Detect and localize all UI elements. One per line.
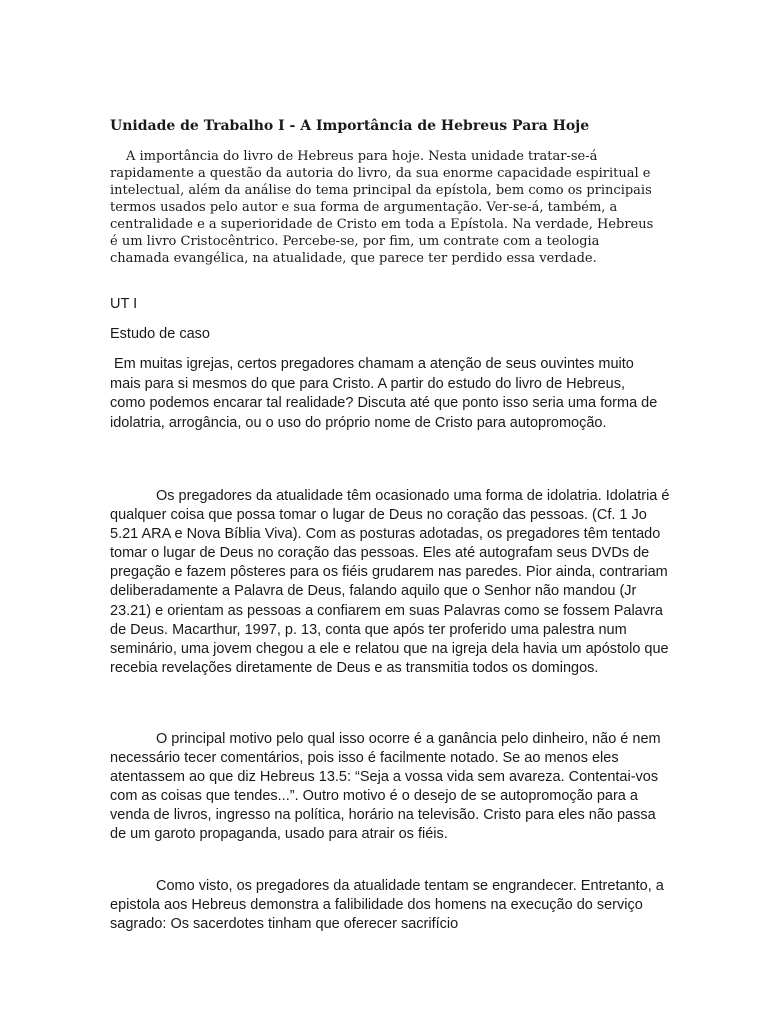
paragraph-line: execução do serviço sagrado: Os sacerdotes tinham que oferecer sacrifício (110, 897, 643, 933)
case-study-text (110, 355, 660, 433)
paragraph-line: avareza. Contentai-vos com as coisas que tendes...”. Outro motivo é o desejo (110, 769, 659, 805)
paragraph-line: Eles até autografam seus DVDs de pregação e fazem pôsteres para os fiéis (110, 545, 650, 581)
document-title: Unidade de Trabalho I - A Importância de Hebreus Para Hoje (110, 118, 590, 134)
case-line: Em muitas igrejas, certos pregadores chamam a atenção de seus ouvintes (114, 356, 595, 372)
paragraph-line: grudarem nas paredes. Pior ainda, contrariam deliberadamente a Palavra de (110, 564, 668, 600)
intro-line: por fim, um contrate com a teologia chamada evangélica, na atualidade, que parece ter (110, 234, 600, 266)
body-paragraph-2 (110, 730, 670, 845)
body-paragraph-3 (110, 877, 670, 934)
paragraph-line: Macarthur, 1997, p. 13, conta que após ter proferido uma palestra num (172, 621, 627, 638)
paragraph-line: televisão. Cristo para eles não passa de um garoto propaganda, usado para (110, 807, 656, 843)
body-paragraph-1 (110, 487, 670, 678)
paragraph-line: Entretanto, a epistola aos Hebreus demonstra a falibilidade dos homens na (110, 878, 664, 914)
paragraph-line: pessoas. (Cf. 1 Jo 5.21 ARA e Nova Bíblia Viva). Com as posturas adotadas, (110, 507, 647, 543)
intro-paragraph (110, 148, 660, 267)
paragraph-line: Como visto, os pregadores da atualidade tentam se engrandecer. (156, 878, 577, 894)
section-label: UT I (110, 296, 138, 312)
paragraph-line: Os pregadores da atualidade têm ocasionado uma forma de idolatria. (156, 488, 602, 504)
intro-line: Cristo em toda a Epístola. Na verdade, Hebreus é um livro Cristocêntrico. Percebe-se, (110, 217, 654, 249)
paragraph-line: menos eles atentassem ao que diz Hebreus 13.5: “Seja a vossa vida sem (110, 750, 619, 786)
paragraph-line: Deus, falando aquilo que o Senhor não mandou (Jr 23.21) e orientam as (110, 583, 637, 619)
paragraph-line: O principal motivo pelo qual isso ocorre é a ganância pelo dinheiro, não (156, 731, 617, 747)
paragraph-line: apóstolo que recebia revelações diretamente de Deus e as transmitia todos os (110, 640, 669, 676)
intro-line: perdido essa verdade. (451, 251, 597, 266)
intro-line: análise do tema principal da epístola, bem como os principais termos usados pelo autor (110, 183, 652, 215)
intro-line: questão da autoria do livro, da sua enorme capacidade espiritual e intelectual, além da (110, 166, 651, 198)
paragraph-line: é nem necessário tecer comentários, pois isso é facilmente notado. Se ao (110, 731, 661, 767)
paragraph-line: atrair os fiéis. (361, 826, 448, 843)
case-line: Cristo para autopromoção. (434, 414, 607, 431)
case-line: de Hebreus, como podemos encarar tal realidade? Discuta até que ponto (110, 375, 626, 411)
paragraph-line: os pregadores têm tentado tomar o lugar de Deus no coração das pessoas. (110, 526, 661, 562)
paragraph-line: seminário, uma jovem chegou a ele e relatou que na igreja dela havia um (110, 640, 582, 657)
intro-line: e sua forma de argumentação. Ver-se-á, também, a centralidade e a superioridade de (110, 200, 618, 232)
case-line: isso seria uma forma de idolatria, arrogância, ou o uso do próprio nome de (110, 395, 658, 431)
paragraph-line: pessoas a confiarem em suas Palavras como se fossem Palavra de Deus. (110, 602, 663, 638)
paragraph-line: domingos. (531, 659, 599, 676)
case-study-heading: Estudo de caso (110, 326, 210, 342)
intro-line: A importância do livro de Hebreus para hoje. Nesta unidade tratar-se-á rapidamente a (110, 149, 598, 181)
paragraph-line: Idolatria é qualquer coisa que possa tomar o lugar de Deus no coração das (110, 488, 670, 524)
case-line: muito mais para si mesmos do que para Cristo. A partir do estudo do livro (110, 356, 634, 392)
paragraph-line: de se autopromoção para a venda de livros, ingresso na política, horário na (110, 788, 638, 824)
